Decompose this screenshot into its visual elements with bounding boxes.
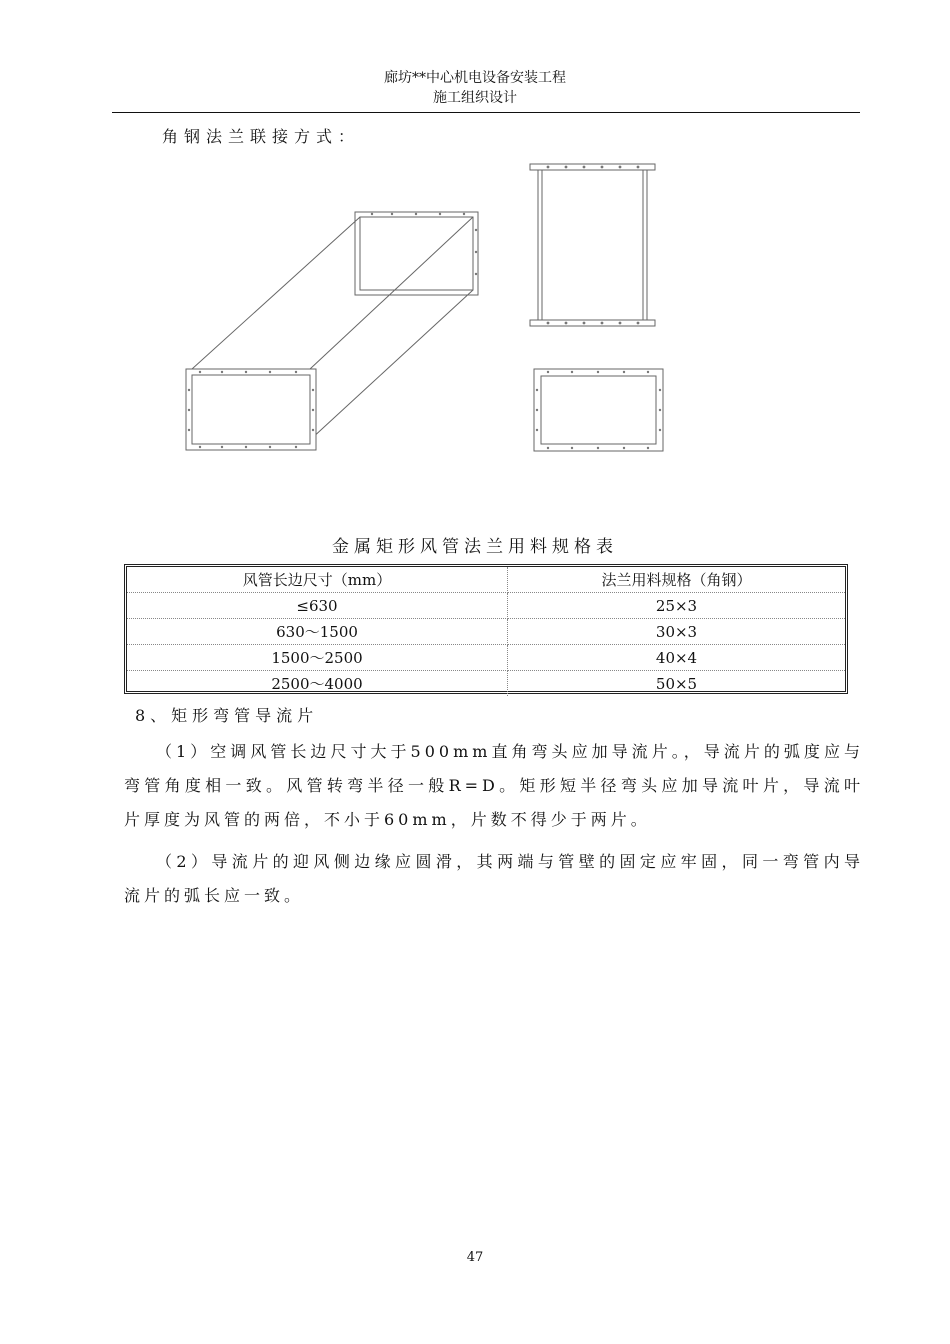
- table-cell: 40×4: [508, 645, 845, 671]
- flange-spec-table: [124, 564, 848, 694]
- flange-connection-figure: [0, 0, 950, 520]
- table-cell: 50×5: [655, 674, 698, 693]
- table-cell: 2500～4000: [127, 671, 508, 697]
- table-title: 金属矩形风管法兰用料规格表: [332, 537, 618, 557]
- duct-edge-bottom-right: [310, 290, 473, 440]
- table-row: [127, 619, 845, 645]
- duct-front-flange: [186, 369, 316, 450]
- table-header-cell: 法兰用料规格（角钢）: [508, 567, 845, 593]
- section-label: 角钢法兰联接方式：: [162, 127, 361, 146]
- header-line-1: 廊坊**中心机电设备安装工程: [384, 70, 566, 86]
- table-row: [127, 593, 845, 619]
- page-number: 47: [466, 1250, 484, 1265]
- paragraph-1: （1）空调风管长边尺寸大于500mm直角弯头应加导流片。，导流片的弧度应与弯管角度相一致。风管转弯半径一般R=D。矩形短半径弯头应加导流叶片，导流叶片厚度为风管的两倍，不小于60mm，片数不得少于两片。: [124, 742, 864, 829]
- table-cell: 1500～2500: [127, 645, 508, 671]
- header-line-2: 施工组织设计: [433, 90, 517, 106]
- table-header-cell: 风管长边尺寸（mm）: [127, 567, 508, 593]
- table-cell: 25×3: [508, 593, 845, 619]
- item-heading: 8、矩形弯管导流片: [135, 706, 319, 725]
- table-header-row: [127, 567, 845, 593]
- duct-back-flange: [355, 212, 478, 295]
- flange-end-view: [534, 369, 663, 451]
- table-row: [127, 645, 845, 671]
- table-cell: 630～1500: [127, 619, 508, 645]
- table-row: [127, 671, 845, 697]
- table-cell: ≤630: [127, 593, 508, 619]
- duct-side-view: [530, 164, 655, 326]
- paragraph-2: （2）导流片的迎风侧边缘应圆滑，其两端与管壁的固定应牢固，同一弯管内导流片的弧长应一致。: [124, 852, 864, 905]
- table-cell: 30×3: [508, 619, 845, 645]
